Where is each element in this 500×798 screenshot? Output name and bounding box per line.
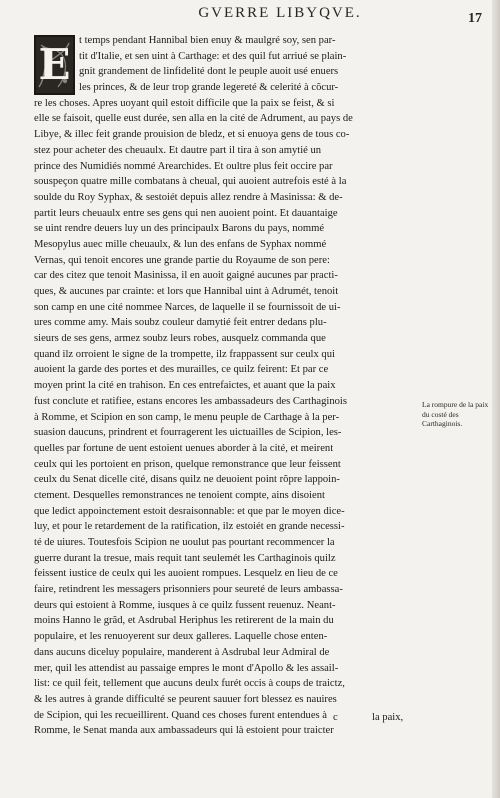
text-line: souspeçon quatre mille combatans à cheual, qui auoient autrefois esté à la (34, 176, 347, 188)
text-line: les princes, & de leur trop grande legereté & celerité à cõcur- (79, 82, 339, 94)
text-line: moins Hanno le grãd, et Asdrubal Heriphus les retirerent de la main du (34, 615, 334, 627)
text-line: ceulx du Senat dicelle cité, disans quilz ne deuoient point rõpre lappoin- (34, 474, 340, 486)
text-line: suasion daucuns, prindrent et fourragerent les uictuailles de Scipion, les- (34, 427, 342, 439)
margin-note: La rompure de la paix du costé des Carthaginois. (422, 400, 489, 428)
text-line: luy, et pour le retardement de la ratification, ilz estoiét en grande necessi- (34, 521, 345, 533)
text-line: t temps pendant Hannibal bien enuy & maulgré soy, sen par- (79, 35, 336, 46)
text-line: gnit grandement de linfidelité dont le peuple auoit usé enuers (79, 66, 339, 78)
text-line: ceulx qui les portoient en prison, quelque remonstrance que leur feissent (34, 458, 341, 470)
text-line: partit leurs cheuaulx entre ses gens qui nen auoient point. Et dauantaige (34, 207, 338, 219)
running-head: GVERRE LIBYQVE. (198, 5, 362, 21)
text-line: faire, retindrent les messagers prisonniers pour seureté de leurs ambassa- (34, 584, 343, 596)
text-line: re les choses. Apres uoyant quil estoit difficile que la paix se feist, & si (34, 97, 335, 109)
text-line: que ledict appoinctement estoit desraisonnable: et que par le moyen dice- (34, 505, 345, 517)
text-line: de Scipion, qui les recueillirent. Quand ces choses furent entendues à (34, 709, 327, 721)
text-line: ques, & aucunes par crainte: et lors que Hannibal uint à Adrumét, tenoit (34, 286, 339, 297)
text-line: quelles par fortune de uent estoient uenues aborder à la cité, et meirent (34, 442, 334, 454)
catchword: la paix, (372, 712, 404, 723)
text-line: Romme, le Senat manda aux ambassadeurs qui là estoient pour traicter (34, 725, 334, 737)
text-line: stez pour acheter des cheuaulx. Et dautre part il tira à son amytié un (34, 144, 322, 156)
text-line: elle se faisoit, quelle eust durée, sen alla en la cité de Adrument, au pays de (34, 113, 353, 125)
text-line: feissent iustice de ceulx qui les auoient rompues. Lesquelz en lieu de ce (34, 568, 338, 580)
text-line: mer, quil les attendist au passaige empres le mont d'Apollo & les assail- (34, 662, 339, 674)
text-line: Vernas, qui tenoit encores une grande partie du Royaume de son pere: (34, 254, 330, 266)
text-line: Mesopylus auec mille cheuaulx, & lun des enfans de Syphax nommé (34, 238, 327, 250)
text-line: son camp en une cité nommee Narces, de laquelle il se fournissoit de ui- (34, 301, 341, 313)
text-line: ures comme amy. Mais soubz couleur damytié feit entrer dedans plu- (34, 317, 327, 329)
signature-mark: c (333, 712, 338, 723)
text-line: prince des Numidiés nommé Arearchides. Et oultre plus feit occire par (34, 160, 333, 172)
page-number: 17 (468, 11, 482, 26)
text-line: deurs qui estoient à Romme, iusques à ce quilz fussent reuenuz. Neant- (34, 599, 336, 611)
text-line: populaire, et les renuoyerent sur deux galleres. Laquelle chose enten- (34, 631, 328, 643)
text-line: car des citez que tenoit Masinissa, il en auoit gaigné aucunes par practi- (34, 270, 338, 282)
text-line: soulde du Roy Syphax, & sestoiét depuis allez rendre à Masinissa: & de- (34, 191, 343, 203)
text-line: guerre durant la tresue, mais requit tant seulemét les Carthaginois quilz (34, 552, 336, 564)
text-line: auoient la garde des portes et des murailles, ce quilz feirent: Et par ce (34, 364, 329, 376)
text-line: à Romme, et Scipion en son camp, le menu peuple de Carthage à la per- (34, 411, 340, 423)
text-line: moyen print la cité en trahison. En ces entrefaictes, et auant que la paix (34, 380, 336, 392)
text-line: se uint rendre deuers luy un des principaulx Barons du pays, nommé (34, 223, 325, 235)
drop-cap-letter: E (38, 40, 71, 89)
text-line: fust conclute et ratifiee, estans encores les ambassadeurs des Carthaginois (34, 395, 347, 407)
text-line: Libye, & illec feit grande prouision de bledz, et si enuoya gens de tous co- (34, 129, 350, 141)
text-line: dans aucuns diceluy populaire, manderent à Asdrubal leur Admiral de (34, 646, 330, 658)
text-line: & les autres à grande difficulté se peurent sauuer fort blessez es nauires (34, 693, 337, 705)
text-line: list: ce quil feit, tellement que aucuns deulx furét occis à coups de traictz, (34, 678, 345, 690)
page-gutter-edge (492, 0, 500, 798)
body-text (34, 33, 414, 739)
text-line: tit d'Italie, et sen uint à Carthage: et des quil fut arriué se plain- (79, 50, 347, 62)
text-line: sieurs de ses gens, armez soubz leurs robes, ausquelz commanda que (34, 333, 326, 345)
text-line: quand ilz orroient le signe de la trompette, ilz frappassent sur ceulx qui (34, 348, 335, 360)
text-line: ctement. Desquelles remonstrances ne tenoient compte, ains disoient (34, 489, 325, 501)
text-line: té de uiures. Toutesfois Scipion ne uoulut pas pourtant recommencer la (34, 537, 335, 548)
